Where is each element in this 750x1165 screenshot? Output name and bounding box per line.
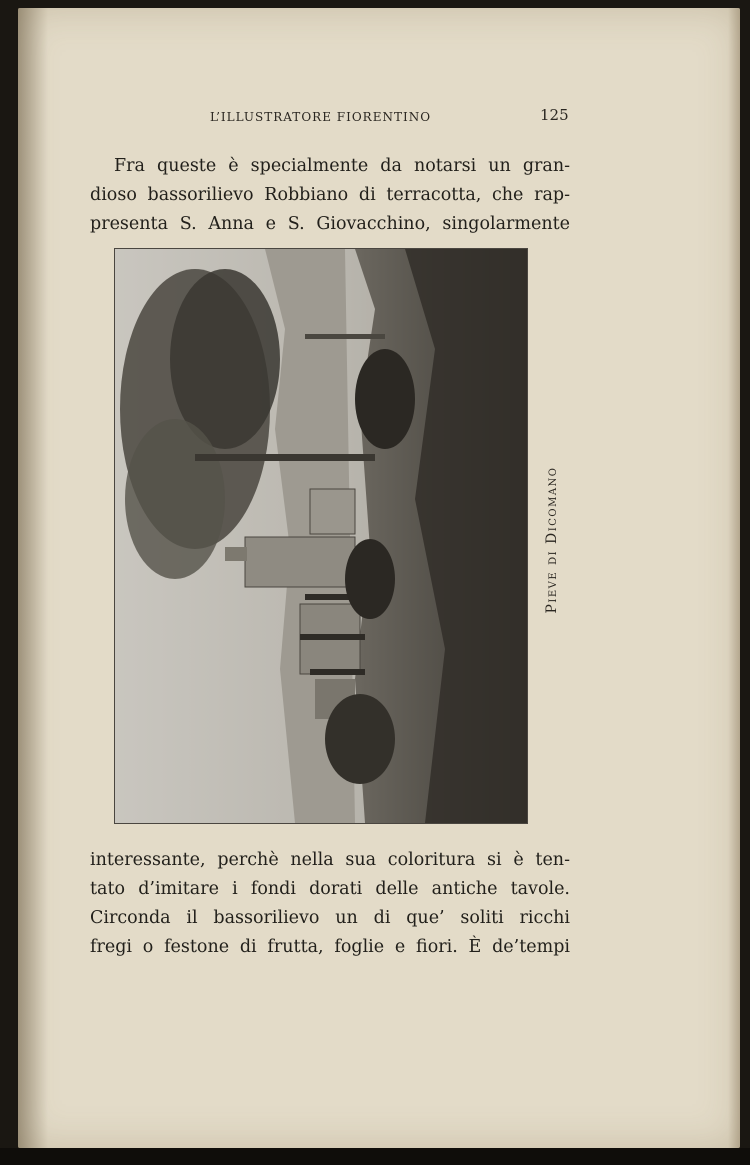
paragraph-top [90,152,570,239]
page-number: 125 [540,106,569,124]
scan-bottom-border [0,1148,750,1165]
page-edge-shadow [728,8,740,1148]
village-landscape-picture [115,249,527,823]
text-line: fregi o festone di frutta, foglie e fiori. È de’tempi [90,937,570,957]
gutter-shadow [18,8,48,1148]
running-head: L’ILLUSTRATORE FIORENTINO [210,110,432,124]
text-line: presenta S. Anna e S. Giovacchino, singolarmente [90,214,570,234]
plate-photograph [114,248,528,824]
paragraph-bottom [90,846,570,962]
plate-caption-text: Pieve di Dicomano [544,466,560,614]
text-line: tato d’imitare i fondi dorati delle antiche tavole. [90,879,570,899]
text-line: Circonda il bassorilievo un di que’ soliti ricchi [90,908,570,928]
text-line: interessante, perchè nella sua coloritura si è ten- [90,850,570,870]
text-line: Fra queste è specialmente da notarsi un gran- [114,156,570,176]
text-line: dioso bassorilievo Robbiano di terracotta, che rap- [90,185,570,205]
